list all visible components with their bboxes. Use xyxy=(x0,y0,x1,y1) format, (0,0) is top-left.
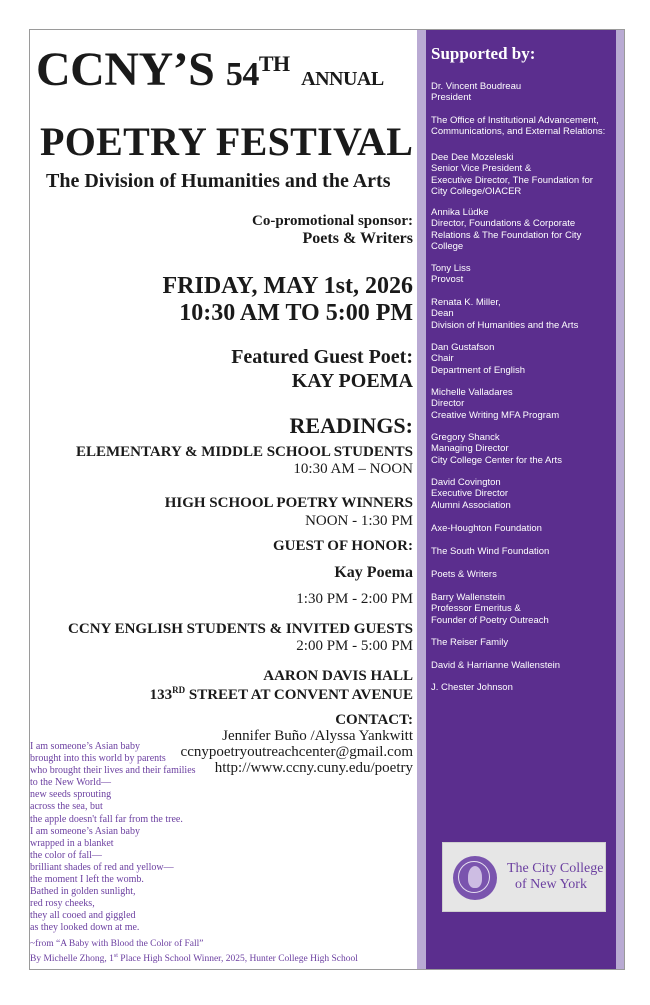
supporter-role: Dean xyxy=(431,308,454,320)
supporter-entry xyxy=(431,523,542,534)
reading-3-name: Kay Poema xyxy=(334,564,413,581)
poem-line: red rosy cheeks, xyxy=(30,898,95,910)
reading-4-title: CCNY ENGLISH STUDENTS & INVITED GUESTS xyxy=(68,621,413,637)
supporter-role: Department of English xyxy=(431,364,525,376)
supporter-name: The South Wind Foundation xyxy=(431,546,550,557)
supporter-name: Gregory Shanck xyxy=(431,432,500,443)
byline-award: Place High School Winner, 2025, Hunter College High School xyxy=(117,953,358,964)
poem-line: who brought their lives and their families xyxy=(30,765,196,777)
byline-ordinal: st xyxy=(113,952,118,959)
supporter-role: Director xyxy=(431,398,465,410)
ccny-logo xyxy=(442,842,606,912)
lavender-stripe-right xyxy=(616,30,624,969)
supporter-name: The Reiser Family xyxy=(431,637,509,648)
poem-line: wrapped in a blanket xyxy=(30,837,114,849)
featured-poet: KAY POEMA xyxy=(291,370,413,392)
supporter-name: The Office of Institutional Advancement, xyxy=(431,115,599,126)
supporter-name: J. Chester Johnson xyxy=(431,682,513,693)
supporter-role: College xyxy=(431,241,464,253)
title-ccny: CCNY’S xyxy=(36,43,215,96)
supporters-heading: Supported by: xyxy=(431,44,536,63)
supporter-entry xyxy=(431,682,513,693)
supporter-entry xyxy=(431,81,521,104)
supporter-role: Chair xyxy=(431,353,454,365)
supporter-entry xyxy=(431,569,497,580)
event-time: 10:30 AM TO 5:00 PM xyxy=(179,300,413,326)
supporter-role: Relations & The Foundation for City xyxy=(431,229,582,241)
division-name: The Division of Humanities and the Arts xyxy=(46,170,391,192)
supporter-name: Barry Wallenstein xyxy=(431,592,506,603)
ccny-logo-wordmark xyxy=(507,861,603,893)
poem-line: brought into this world by parents xyxy=(30,753,166,765)
readings-heading: READINGS: xyxy=(289,413,413,438)
supporter-name: Michelle Valladares xyxy=(431,387,513,398)
poem-line: I am someone’s Asian baby xyxy=(30,825,140,837)
supporter-role: President xyxy=(431,92,472,104)
poem-line: the apple doesn't fall far from the tree. xyxy=(30,813,183,825)
supporter-entry xyxy=(431,207,581,253)
poem-source: ~from “A Baby with Blood the Color of Fall” xyxy=(30,939,204,949)
contact-label: CONTACT: xyxy=(335,712,413,728)
venue-street xyxy=(150,685,413,704)
supporter-name: Dr. Vincent Boudreau xyxy=(431,81,522,92)
supporter-entry xyxy=(431,592,549,626)
featured-poem xyxy=(30,741,196,935)
supporter-role: Executive Director, The Foundation for xyxy=(431,174,593,186)
reading-2-time: NOON - 1:30 PM xyxy=(305,513,413,529)
title-ordinal: TH xyxy=(258,51,290,76)
supporter-name: David Covington xyxy=(431,477,501,488)
street-name: STREET AT CONVENT AVENUE xyxy=(185,687,413,703)
event-date: FRIDAY, MAY 1st, 2026 xyxy=(162,273,413,299)
supporter-name: David & Harrianne Wallenstein xyxy=(431,660,561,671)
sponsor-label: Co-promotional sponsor: xyxy=(252,213,413,229)
supporter-entry xyxy=(431,152,593,198)
poem-line: to the New World— xyxy=(30,777,111,789)
supporter-name: Tony Liss xyxy=(431,263,471,274)
poem-citation xyxy=(30,939,358,965)
poster-main-column xyxy=(30,30,416,969)
supporter-role: Senior Vice President & xyxy=(431,163,532,175)
supporter-role: Division of Humanities and the Arts xyxy=(431,319,579,331)
supporter-name: Poets & Writers xyxy=(431,569,497,580)
logo-line1: The City College xyxy=(507,861,604,876)
poem-line: new seeds sprouting xyxy=(30,789,112,801)
supporter-role: Executive Director xyxy=(431,488,509,500)
supporter-name: Renata K. Miller, xyxy=(431,297,501,308)
poem-line: they all cooed and giggled xyxy=(30,910,136,922)
street-ordinal: RD xyxy=(172,685,186,695)
supporter-role: Managing Director xyxy=(431,443,509,455)
reading-2-title: HIGH SCHOOL POETRY WINNERS xyxy=(164,495,413,511)
supporter-role: Alumni Association xyxy=(431,499,511,511)
poem-line: as they looked down at me. xyxy=(30,922,140,934)
supporter-entry xyxy=(431,342,525,376)
reading-4-time: 2:00 PM - 5:00 PM xyxy=(296,638,413,654)
street-number: 133 xyxy=(149,687,173,703)
poem-line: Bathed in golden sunlight, xyxy=(30,886,136,898)
supporter-role: Communications, and External Relations: xyxy=(431,126,606,138)
supporter-entry xyxy=(431,637,508,648)
contact-url[interactable]: http://www.ccny.cuny.edu/poetry xyxy=(214,760,413,776)
supporter-entry xyxy=(431,115,605,138)
contact-email[interactable]: ccnypoetryoutreachcenter@gmail.com xyxy=(180,744,413,760)
venue-hall: AARON DAVIS HALL xyxy=(263,668,413,684)
logo-line2: of New York xyxy=(515,877,587,892)
lavender-stripe-left xyxy=(417,30,426,969)
sponsor-name: Poets & Writers xyxy=(302,230,413,247)
supporter-role: Professor Emeritus & xyxy=(431,603,521,615)
poem-line: the color of fall— xyxy=(30,849,102,861)
supporter-entry xyxy=(431,387,559,421)
supporter-entry xyxy=(431,660,560,671)
reading-3-time: 1:30 PM - 2:00 PM xyxy=(296,591,413,607)
supporter-name: Dee Dee Mozeleski xyxy=(431,152,514,163)
supporter-role: Founder of Poetry Outreach xyxy=(431,614,549,626)
reading-1-title: ELEMENTARY & MIDDLE SCHOOL STUDENTS xyxy=(75,444,413,460)
title-number: 54 xyxy=(225,56,259,93)
title-annual: ANNUAL xyxy=(301,68,384,90)
contact-names: Jennifer Buño /Alyssa Yankwitt xyxy=(222,728,413,744)
featured-label: Featured Guest Poet: xyxy=(231,346,413,368)
reading-3-title: GUEST OF HONOR: xyxy=(272,538,413,554)
supporter-name: Axe-Houghton Foundation xyxy=(431,523,542,534)
supporter-entry xyxy=(431,432,562,466)
supporter-name: Annika Lüdke xyxy=(431,207,489,218)
reading-1-time: 10:30 AM – NOON xyxy=(293,461,413,477)
supporter-role: Provost xyxy=(431,274,464,286)
byline-author: By Michelle Zhong, 1 xyxy=(30,953,114,964)
supporter-role: City College Center for the Arts xyxy=(431,454,562,466)
supporter-entry xyxy=(431,546,549,557)
supporter-entry xyxy=(431,297,578,331)
supporters-sidebar xyxy=(426,30,616,969)
supporter-entry xyxy=(431,477,511,511)
ccny-seal-icon xyxy=(453,856,497,900)
festival-title-line2: POETRY FESTIVAL xyxy=(40,119,414,164)
poem-line: across the sea, but xyxy=(30,801,103,813)
supporter-entry xyxy=(431,263,471,286)
poem-line: I am someone’s Asian baby xyxy=(30,741,140,752)
supporter-role: Creative Writing MFA Program xyxy=(431,409,560,421)
festival-title-line1 xyxy=(36,38,384,105)
supporter-role: Director, Foundations & Corporate xyxy=(431,218,576,230)
supporter-name: Dan Gustafson xyxy=(431,342,495,353)
poem-byline xyxy=(30,951,358,966)
poem-line: the moment I left the womb. xyxy=(30,874,144,886)
supporter-role: City College/OIACER xyxy=(431,186,522,198)
poem-line: brilliant shades of red and yellow— xyxy=(30,861,174,873)
